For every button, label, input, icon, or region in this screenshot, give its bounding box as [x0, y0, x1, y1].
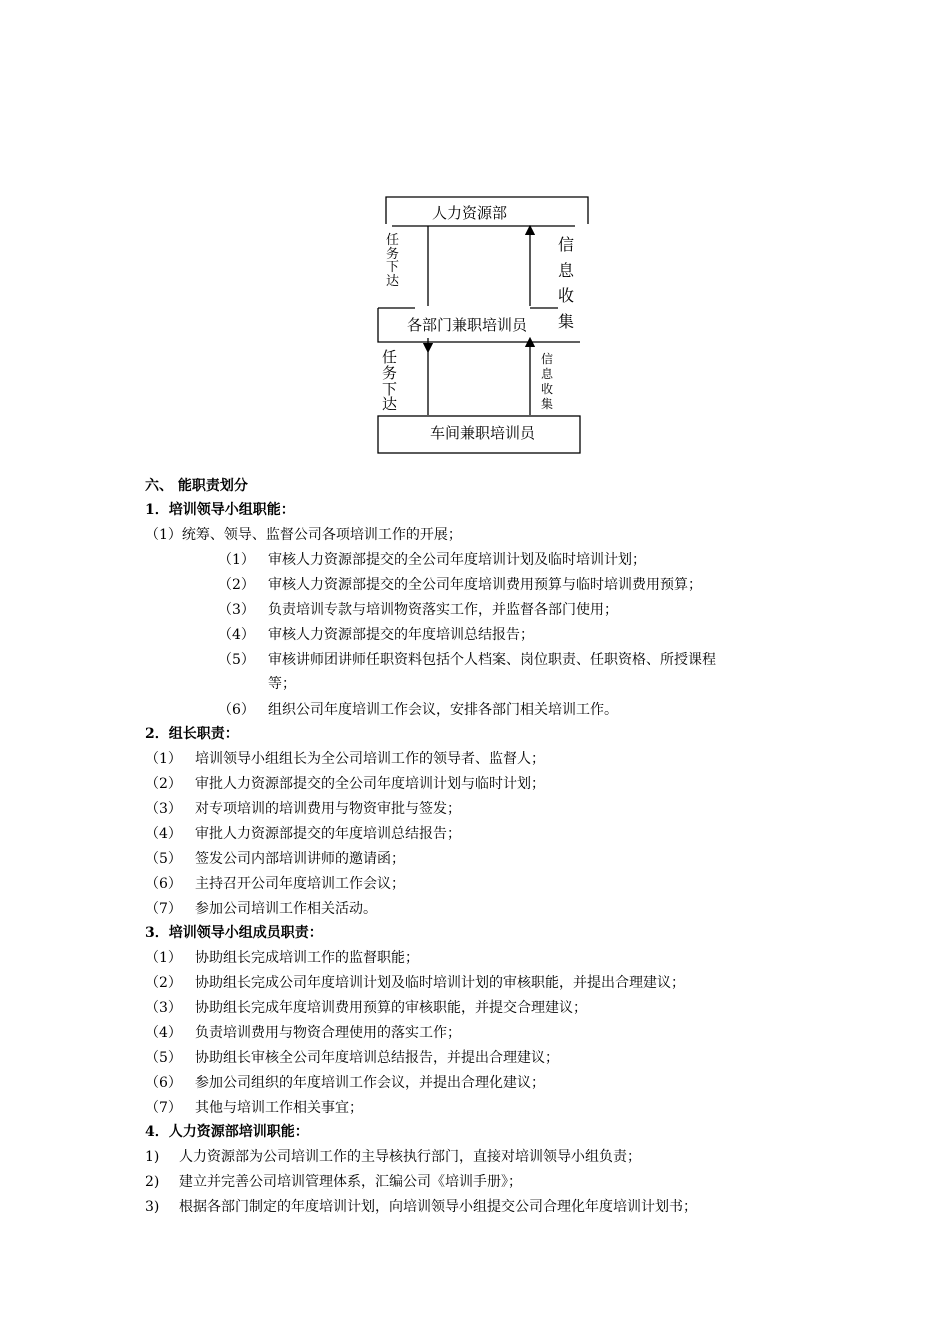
- list-item: （3） 协助组长完成年度培训费用预算的审核职能，并提交合理建议；: [145, 1000, 587, 1016]
- lower-task-label: 任 务 下 达: [382, 348, 398, 414]
- list-item: （5） 协助组长审核全公司年度培训总结报告，并提出合理建议；: [145, 1050, 559, 1066]
- list-item: （7） 参加公司培训工作相关活动。: [145, 901, 377, 917]
- list-item: （1） 审核人力资源部提交的全公司年度培训计划及临时培训计划；: [218, 552, 646, 568]
- s2-title: 2．组长职责：: [145, 726, 239, 742]
- list-item: （3） 对专项培训的培训费用与物资审批与签发；: [145, 801, 461, 817]
- s1-title: 1．培训领导小组职能：: [145, 502, 295, 518]
- upper-task-label: 任 务 下 达: [386, 233, 400, 289]
- diagram-bottom-box-label: 车间兼职培训员: [430, 424, 536, 442]
- list-item: （6） 主持召开公司年度培训工作会议；: [145, 876, 405, 892]
- diagram-middle-box-label: 各部门兼职培训员: [407, 316, 528, 334]
- list-item: （1） 协助组长完成培训工作的监督职能；: [145, 950, 419, 966]
- list-item: 3) 根据各部门制定的年度培训计划，向培训领导小组提交公司合理化年度培训计划书；: [145, 1199, 697, 1215]
- list-item: （3） 负责培训专款与培训物资落实工作，并监督各部门使用；: [218, 602, 618, 618]
- list-item: 2) 建立并完善公司培训管理体系，汇编公司《培训手册》；: [145, 1174, 522, 1190]
- list-item: （2） 审批人力资源部提交的全公司年度培训计划与临时计划；: [145, 776, 545, 792]
- upper-info-label: 信 息 收 集: [558, 235, 575, 331]
- list-item: （1） 培训领导小组组长为全公司培训工作的领导者、监督人；: [145, 751, 545, 767]
- list-item: （4） 审批人力资源部提交的年度培训总结报告；: [145, 826, 461, 842]
- list-item: 1) 人力资源部为公司培训工作的主导核执行部门，直接对培训领导小组负责；: [145, 1149, 641, 1165]
- list-item: （4） 负责培训费用与物资合理使用的落实工作；: [145, 1025, 461, 1041]
- list-item: （5） 审核讲师团讲师任职资料包括个人档案、岗位职责、任职资格、所授课程: [218, 652, 716, 668]
- list-item: （2） 协助组长完成公司年度培训计划及临时培训计划的审核职能，并提出合理建议；: [145, 975, 685, 991]
- list-item: （2） 审核人力资源部提交的全公司年度培训费用预算与临时培训费用预算；: [218, 577, 702, 593]
- list-item: （4） 审核人力资源部提交的年度培训总结报告；: [218, 627, 534, 643]
- list-item: （6） 组织公司年度培训工作会议，安排各部门相关培训工作。: [218, 702, 618, 718]
- section-heading: 六、 能职责划分: [145, 478, 248, 494]
- s4-title: 4．人力资源部培训职能：: [145, 1124, 309, 1140]
- list-item: （5） 签发公司内部培训讲师的邀请函；: [145, 851, 405, 867]
- list-item: （7） 其他与培训工作相关事宜；: [145, 1100, 363, 1116]
- s3-title: 3．培训领导小组成员职责：: [145, 925, 323, 941]
- s1-intro: （1）统筹、领导、监督公司各项培训工作的开展；: [145, 527, 462, 543]
- org-flow-diagram: [370, 190, 590, 460]
- list-item-continuation: 等；: [268, 676, 296, 692]
- lower-info-label: 信 息 收 集: [541, 352, 554, 411]
- list-item: （6） 参加公司组织的年度培训工作会议，并提出合理化建议；: [145, 1075, 545, 1091]
- diagram-top-box-label: 人力资源部: [432, 204, 508, 222]
